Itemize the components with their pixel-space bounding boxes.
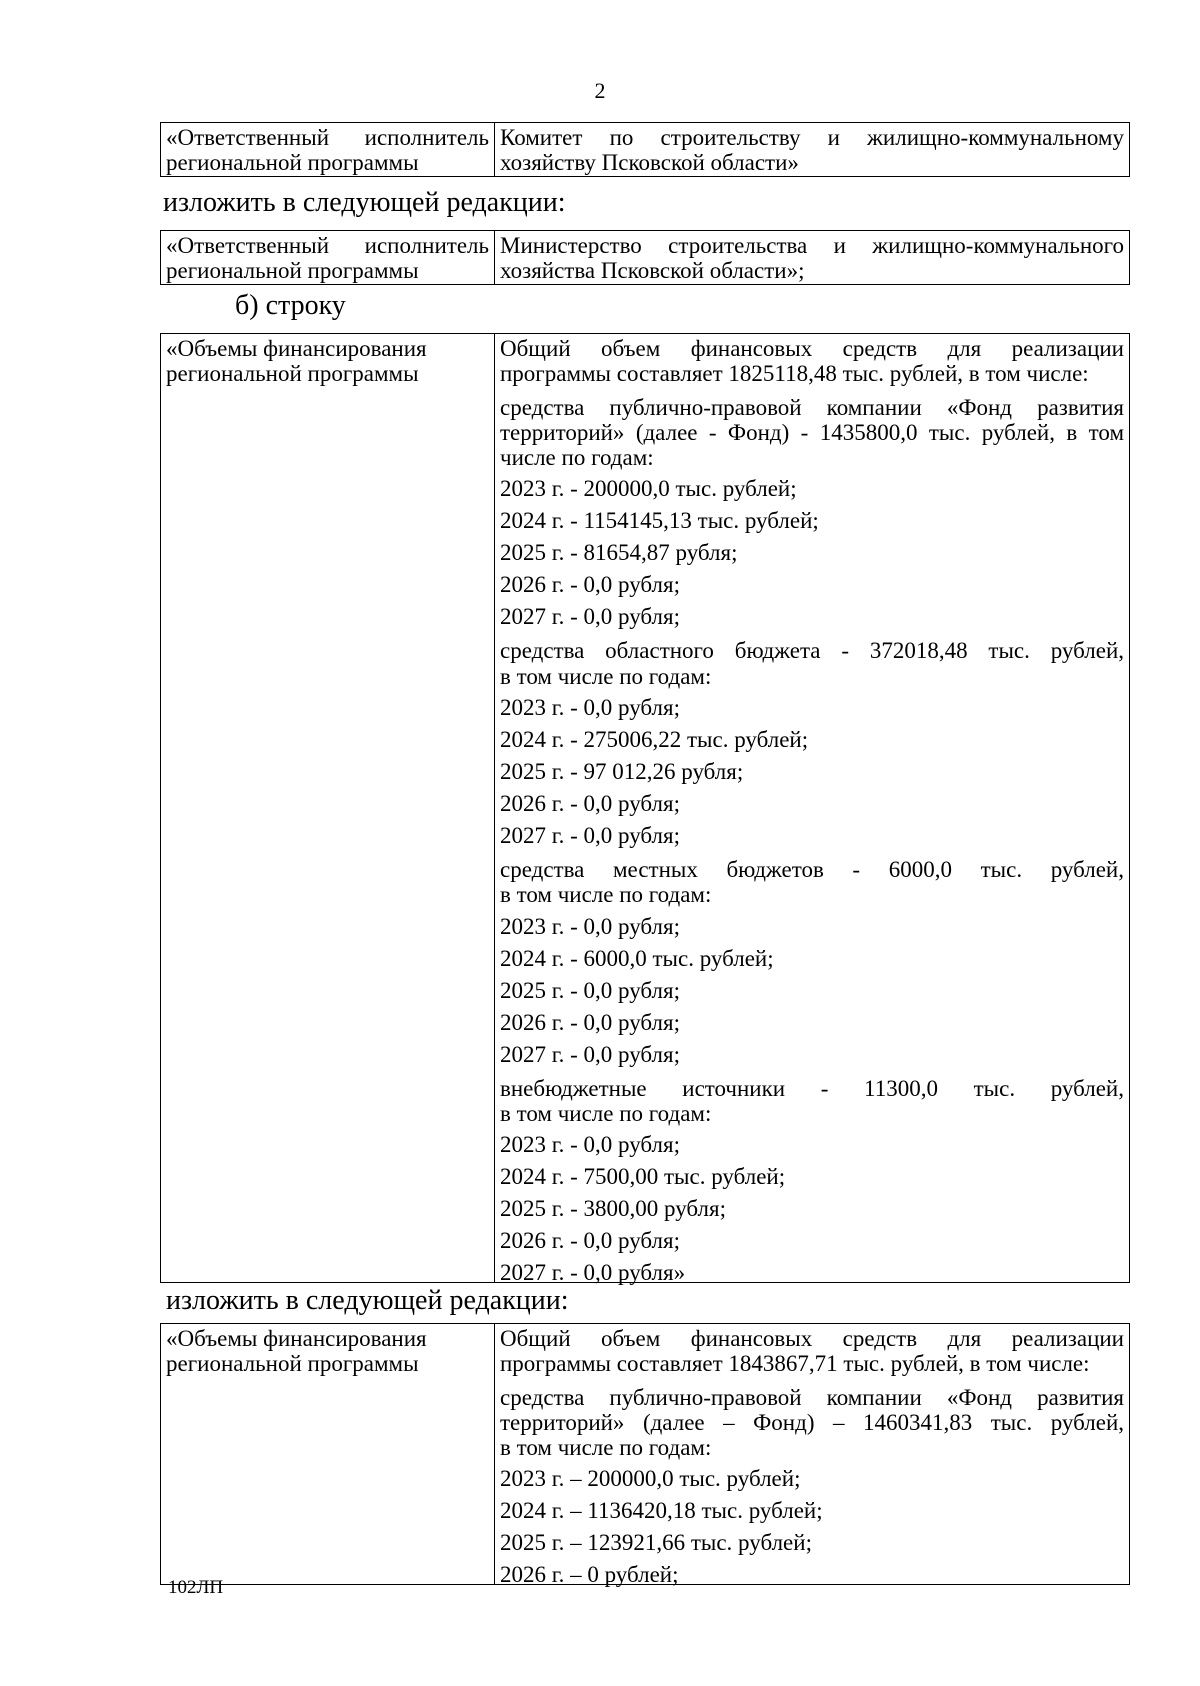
total-line: Общий объем финансовых средств для реализации — [500, 1326, 1124, 1351]
responsible-executor-new-table — [160, 230, 1130, 285]
row-label-cell — [161, 334, 495, 1283]
year-line: 2026 г. - 0,0 рубля; — [500, 791, 680, 817]
year-line: 2023 г. - 200000,0 тыс. рублей; — [500, 476, 797, 502]
local-intro-line: в том числе по годам: — [500, 882, 712, 908]
year-line: 2023 г. - 0,0 рубля; — [500, 1132, 680, 1158]
local-intro-line: средства местных бюджетов - 6000,0 тыс. рублей, — [500, 857, 1124, 883]
value-line: хозяйству Псковской области» — [500, 150, 799, 176]
fund-intro-line: средства публично-правовой компании «Фонд развития — [500, 394, 1124, 420]
year-line: 2026 г. - 0,0 рубля; — [500, 1228, 680, 1254]
row-value-cell — [495, 231, 1130, 285]
row-value-cell — [495, 334, 1130, 1286]
year-line: 2027 г. - 0,0 рубля; — [500, 823, 680, 849]
year-line: 2024 г. – 1136420,18 тыс. рублей; — [500, 1498, 823, 1524]
total-line: программы составляет 1843867,71 тыс. рублей, в том числе: — [500, 1351, 1090, 1377]
row-label-cell — [161, 1324, 495, 1585]
year-line: 2025 г. - 97 012,26 рубля; — [500, 759, 744, 785]
year-line: 2023 г. – 200000,0 тыс. рублей; — [500, 1466, 801, 1492]
year-line: 2027 г. - 0,0 рубля» — [500, 1260, 686, 1286]
row-label-cell — [161, 231, 495, 285]
label-line: «Ответственный исполнитель — [166, 233, 489, 258]
row-value-cell — [495, 1324, 1130, 1588]
year-line: 2023 г. - 0,0 рубля; — [500, 695, 680, 721]
value-line: Комитет по строительству и жилищно-коммунальному — [500, 125, 1124, 150]
fund-intro-line: в том числе по годам: — [500, 1435, 712, 1461]
total-line: программы составляет 1825118,48 тыс. рублей, в том числе: — [500, 361, 1089, 387]
year-line: 2027 г. - 0,0 рубля; — [500, 604, 680, 630]
label-line: региональной программы — [166, 361, 419, 387]
extrabudget-intro-line: внебюджетные источники - 11300,0 тыс. рублей, — [500, 1075, 1124, 1101]
table-row — [161, 334, 1130, 1283]
page-number: 2 — [594, 78, 606, 103]
fund-intro-line: территорий» (далее – Фонд) – 1460341,83 тыс. рублей, — [500, 1409, 1124, 1435]
regional-intro-line: в том числе по годам: — [500, 663, 712, 689]
year-line: 2025 г. - 0,0 рубля; — [500, 977, 680, 1003]
year-line: 2026 г. - 0,0 рубля; — [500, 1009, 680, 1035]
value-line: Министерство строительства и жилищно-коммунального — [500, 233, 1124, 258]
label-line: региональной программы — [166, 258, 419, 284]
total-line: Общий объем финансовых средств для реализации — [500, 336, 1124, 361]
financing-old-table — [160, 333, 1130, 1286]
year-line: 2024 г. - 275006,22 тыс. рублей; — [500, 727, 809, 753]
year-line: 2023 г. - 0,0 рубля; — [500, 913, 680, 939]
footer-document-code: 102ЛП — [168, 1577, 224, 1598]
label-line: «Объемы финансирования — [166, 1326, 427, 1351]
year-line: 2025 г. - 3800,00 рубля; — [500, 1196, 726, 1222]
fund-intro-line: числе по годам: — [500, 445, 654, 471]
label-line: «Ответственный исполнитель — [166, 125, 489, 150]
value-line: хозяйства Псковской области»; — [500, 258, 805, 284]
year-line: 2025 г. – 123921,66 тыс. рублей; — [500, 1530, 812, 1556]
year-line: 2025 г. - 81654,87 рубля; — [500, 540, 738, 566]
year-line: 2024 г. - 7500,00 тыс. рублей; — [500, 1164, 786, 1190]
label-line: региональной программы — [166, 150, 419, 176]
responsible-executor-old-table — [160, 122, 1130, 177]
row-label-cell — [161, 123, 495, 177]
section-heading: изложить в следующей редакции: — [166, 1285, 569, 1316]
label-line: «Объемы финансирования — [166, 336, 427, 361]
year-line: 2024 г. - 6000,0 тыс. рублей; — [500, 945, 774, 971]
year-line: 2026 г. - 0,0 рубля; — [500, 572, 680, 598]
table-row — [161, 231, 1130, 285]
table-row — [161, 123, 1130, 177]
year-line: 2026 г. – 0 рублей; — [500, 1562, 679, 1588]
extrabudget-intro-line: в том числе по годам: — [500, 1100, 712, 1126]
fund-intro-line: территорий» (далее - Фонд) - 1435800,0 тыс. рублей, в том — [500, 419, 1124, 445]
year-line: 2024 г. - 1154145,13 тыс. рублей; — [500, 508, 819, 534]
fund-intro-line: средства публично-правовой компании «Фонд развития — [500, 1384, 1124, 1410]
label-line: региональной программы — [166, 1351, 419, 1377]
regional-intro-line: средства областного бюджета - 372018,48 тыс. рублей, — [500, 638, 1124, 664]
table-row — [161, 1324, 1130, 1585]
year-line: 2027 г. - 0,0 рубля; — [500, 1041, 680, 1067]
subsection-heading: б) строку — [235, 290, 346, 321]
section-heading: изложить в следующей редакции: — [163, 187, 566, 218]
row-value-cell — [495, 123, 1130, 177]
